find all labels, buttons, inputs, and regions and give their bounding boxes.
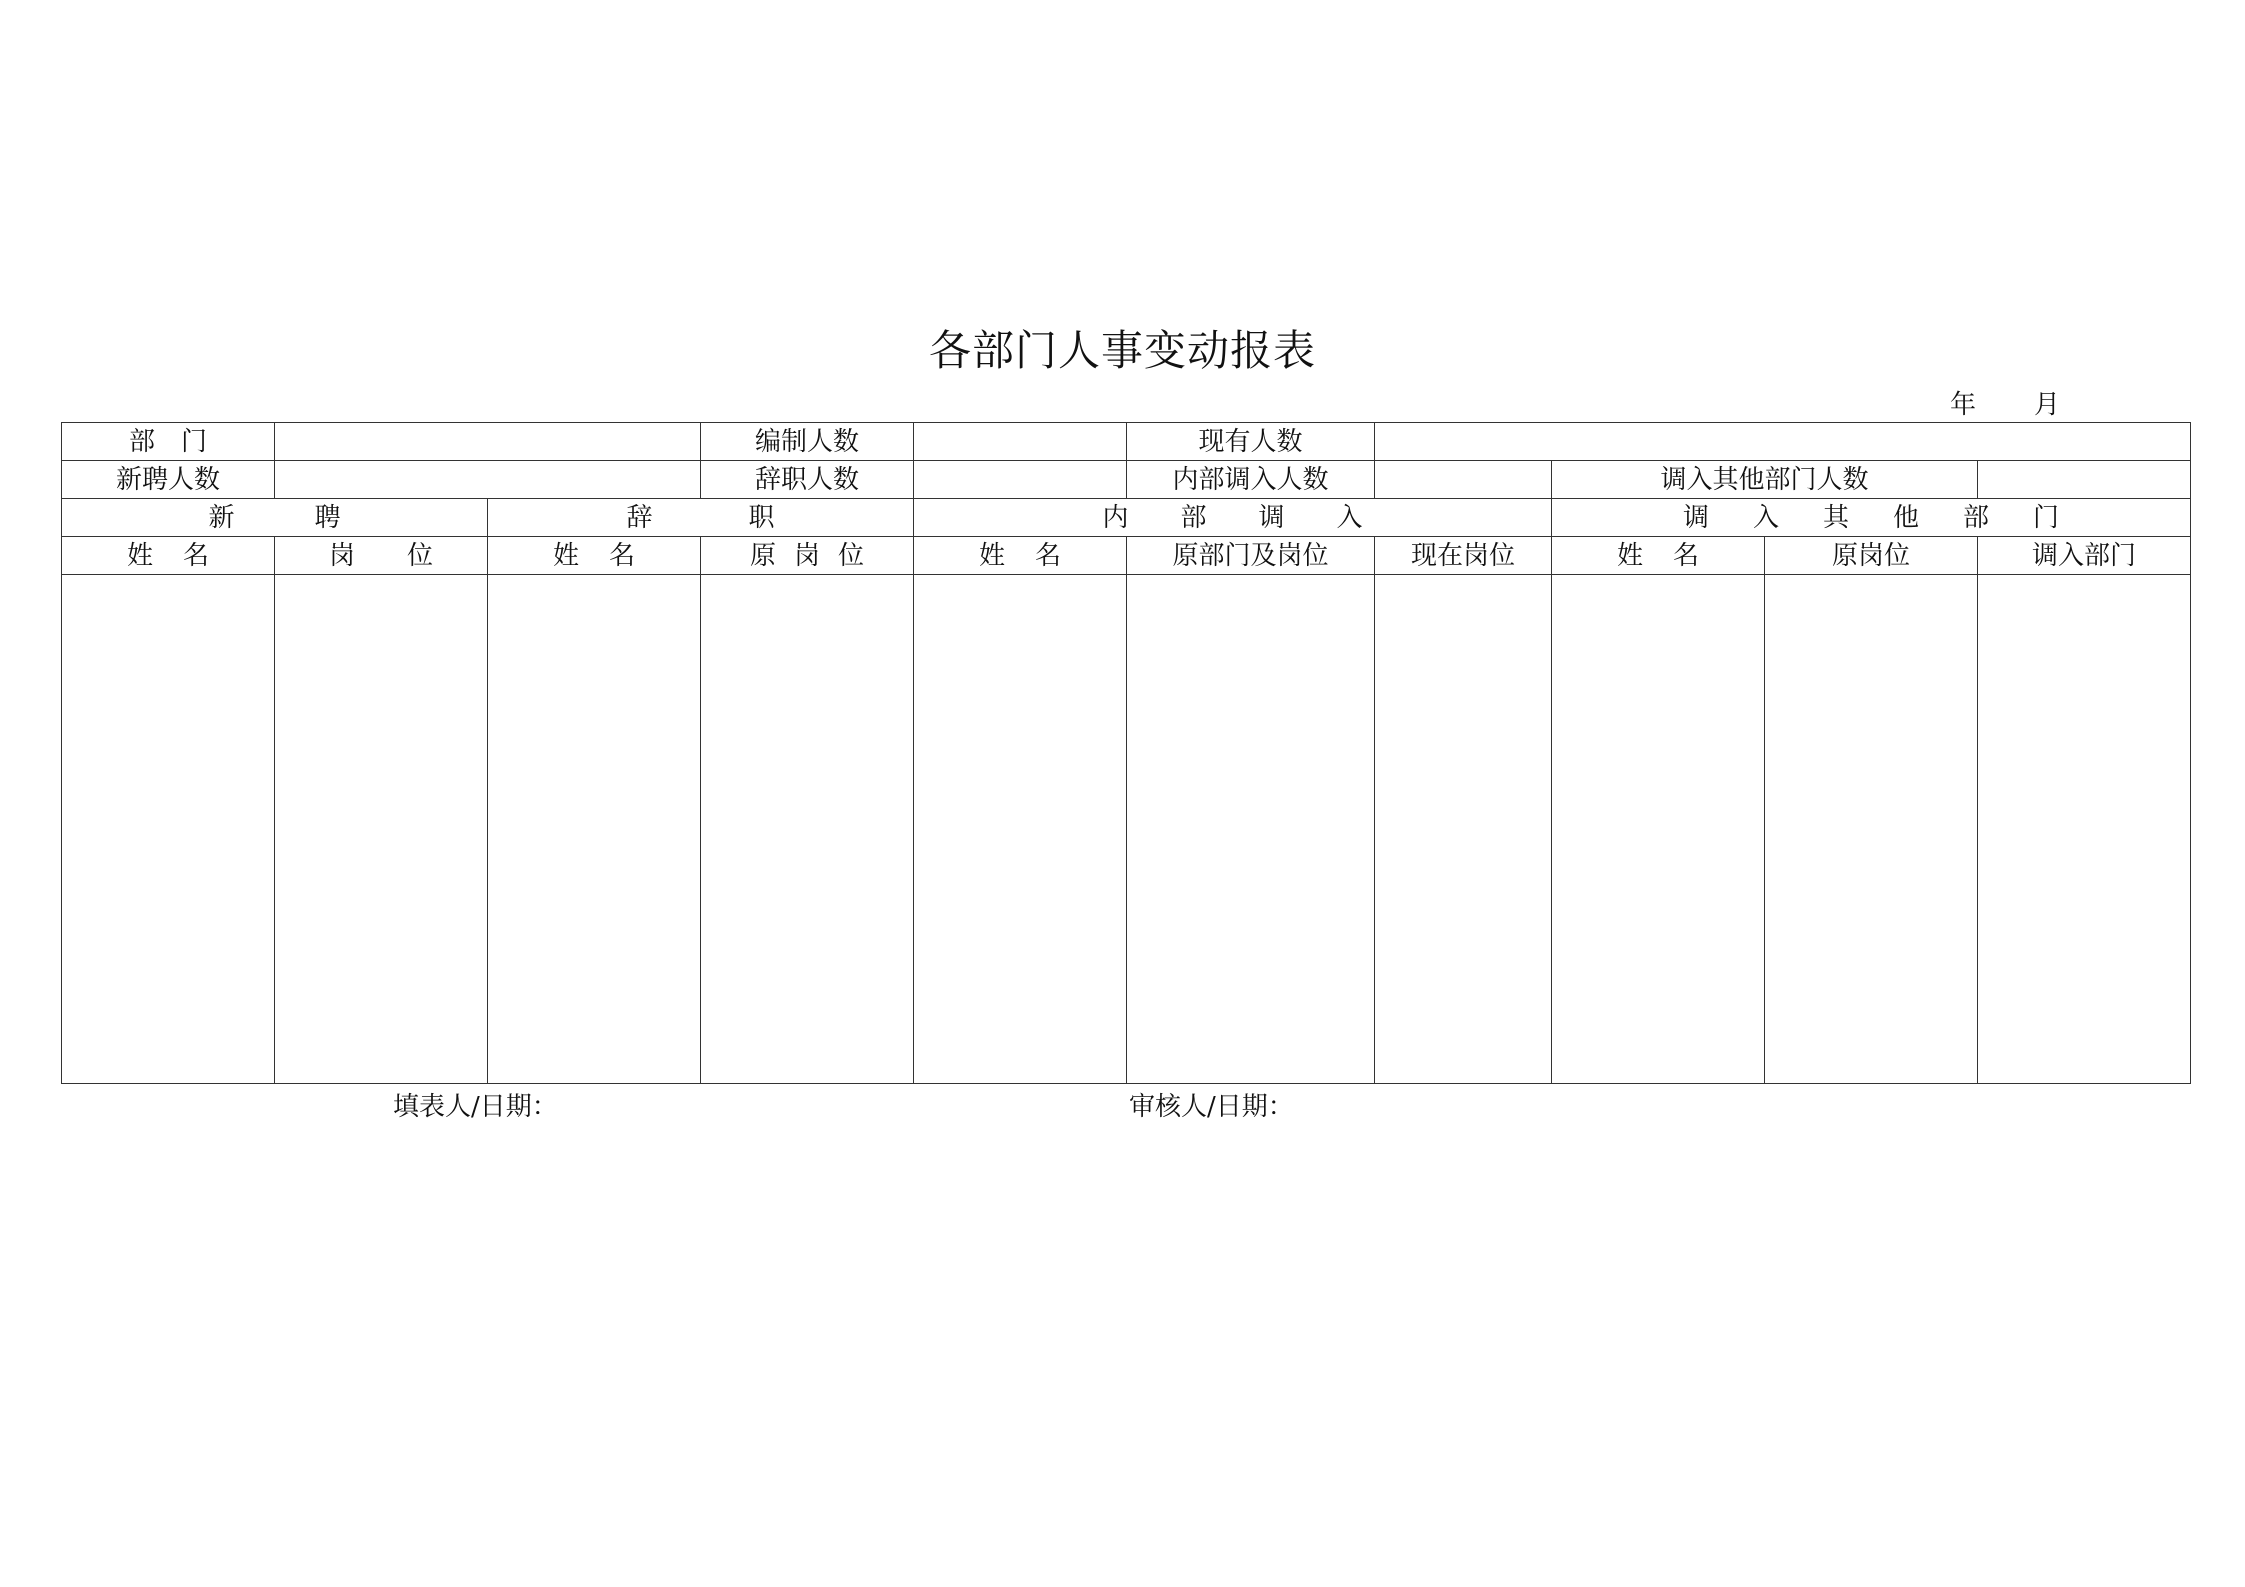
column-header-row bbox=[62, 537, 2191, 575]
current-headcount-label: 现有人数 bbox=[1127, 423, 1375, 461]
transfer-other-count-input[interactable] bbox=[1978, 461, 2191, 499]
column-header: 调入部门 bbox=[1978, 537, 2191, 575]
report-date bbox=[1950, 384, 2060, 420]
date-year-label: 年 bbox=[1950, 390, 1977, 420]
personnel-change-table bbox=[61, 422, 2191, 1084]
column-header: 姓名 bbox=[62, 537, 275, 575]
reviewer-signature-label: 审核人/日期： bbox=[1129, 1092, 1294, 1122]
table-row bbox=[62, 575, 2191, 1084]
headcount-quota-label: 编制人数 bbox=[701, 423, 914, 461]
internal-transfer-count-label: 内部调入人数 bbox=[1127, 461, 1375, 499]
date-month-label: 月 bbox=[2034, 390, 2061, 420]
transfer-other-count-label: 调入其他部门人数 bbox=[1552, 461, 1978, 499]
current-headcount-input[interactable] bbox=[1375, 423, 2191, 461]
internal-transfer-count-input[interactable] bbox=[1375, 461, 1552, 499]
column-header: 姓名 bbox=[488, 537, 701, 575]
category-new-hire: 新聘 bbox=[62, 499, 488, 537]
new-hire-position-cell[interactable] bbox=[275, 575, 488, 1084]
column-header: 姓名 bbox=[914, 537, 1127, 575]
new-hire-name-cell[interactable] bbox=[62, 575, 275, 1084]
category-resignation: 辞职 bbox=[488, 499, 914, 537]
internal-transfer-current-position-cell[interactable] bbox=[1375, 575, 1552, 1084]
transfer-other-destination-dept-cell[interactable] bbox=[1978, 575, 2191, 1084]
internal-transfer-original-dept-cell[interactable] bbox=[1127, 575, 1375, 1084]
new-hires-count-label: 新聘人数 bbox=[62, 461, 275, 499]
resignations-count-label: 辞职人数 bbox=[701, 461, 914, 499]
column-header: 岗位 bbox=[275, 537, 488, 575]
transfer-other-original-position-cell[interactable] bbox=[1765, 575, 1978, 1084]
summary-row-2 bbox=[62, 461, 2191, 499]
new-hires-count-input[interactable] bbox=[275, 461, 701, 499]
resignation-name-cell[interactable] bbox=[488, 575, 701, 1084]
resignation-original-position-cell[interactable] bbox=[701, 575, 914, 1084]
category-header-row bbox=[62, 499, 2191, 537]
internal-transfer-name-cell[interactable] bbox=[914, 575, 1127, 1084]
transfer-other-name-cell[interactable] bbox=[1552, 575, 1765, 1084]
resignations-count-input[interactable] bbox=[914, 461, 1127, 499]
column-header: 现在岗位 bbox=[1375, 537, 1552, 575]
column-header: 原岗位 bbox=[701, 537, 914, 575]
department-input[interactable] bbox=[275, 423, 701, 461]
headcount-quota-input[interactable] bbox=[914, 423, 1127, 461]
column-header: 原岗位 bbox=[1765, 537, 1978, 575]
category-transfer-other: 调入其他部门 bbox=[1552, 499, 2191, 537]
form-title: 各部门人事变动报表 bbox=[928, 326, 1316, 375]
summary-row-1 bbox=[62, 423, 2191, 461]
preparer-signature-label: 填表人/日期： bbox=[393, 1092, 558, 1122]
department-label: 部 门 bbox=[62, 423, 275, 461]
column-header: 姓名 bbox=[1552, 537, 1765, 575]
category-internal-transfer: 内部调入 bbox=[914, 499, 1552, 537]
column-header: 原部门及岗位 bbox=[1127, 537, 1375, 575]
